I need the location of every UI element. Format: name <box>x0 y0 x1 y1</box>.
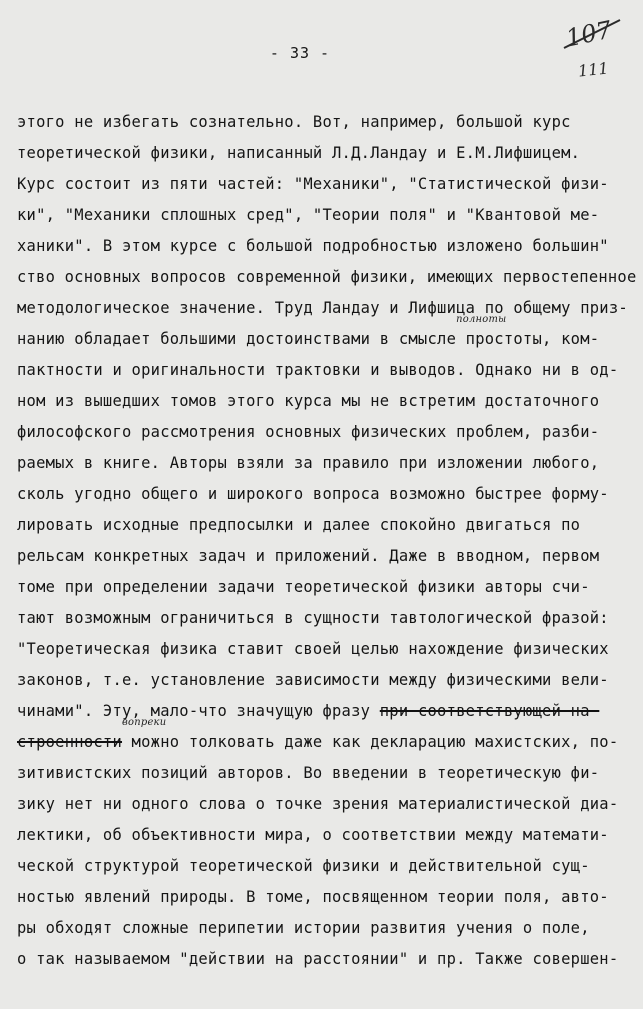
line-text: "Теоретическая физика ставит своей целью нахождение физических <box>17 640 609 658</box>
text-line <box>17 479 637 510</box>
text-line <box>17 758 637 789</box>
typed-text-body <box>17 107 643 975</box>
line-text: законов, т.е. установление зависимости между физическими вели- <box>17 671 609 689</box>
text-line <box>17 696 637 727</box>
line-text-after: можно толковать даже как декларацию махистских, по- <box>122 733 619 751</box>
line-text: ство основных вопросов современной физики, имеющих первостепенное <box>17 268 637 286</box>
line-text: раемых в книге. Авторы взяли за правило при изложении любого, <box>17 454 600 472</box>
handwritten-insertion-text: полноты <box>456 314 507 325</box>
line-text: нанию обладает большими достоинствами в смысле <box>17 330 457 348</box>
text-line <box>17 665 637 696</box>
struck-text: при соответствующей на- <box>379 702 600 720</box>
page-number: - 33 - <box>269 44 331 62</box>
text-line <box>17 293 637 324</box>
line-text: тают возможным ограничиться в сущности тавтологической фразой: <box>17 609 609 627</box>
text-line <box>17 572 637 603</box>
line-text: ки", "Механики сплошных сред", "Теории поля" и "Квантовой ме- <box>17 206 600 224</box>
text-line <box>17 944 637 975</box>
text-line <box>17 138 637 169</box>
text-line <box>17 169 637 200</box>
line-text: лировать исходные предпосылки и далее спокойно двигаться по <box>17 516 581 534</box>
text-line <box>17 882 637 913</box>
text-line <box>17 314 637 355</box>
text-line <box>17 717 637 758</box>
text-line <box>17 448 637 479</box>
line-text: рельсам конкретных задач и приложений. Даже в вводном, первом <box>17 547 600 565</box>
line-text: Курс состоит из пяти частей: "Механики", "Статистической физи- <box>17 175 609 193</box>
text-line <box>17 913 637 944</box>
line-text: теоретической физики, написанный Л.Д.Ландау и Е.М.Лифшицем. <box>17 144 581 162</box>
line-text: пактности и оригинальности трактовки и выводов. Однако ни в од- <box>17 361 619 379</box>
text-line <box>17 634 637 665</box>
line-text: зитивистских позиций авторов. Во введении в теоретическую фи- <box>17 764 600 782</box>
struck-text: строенности <box>17 733 123 751</box>
line-text: зику нет ни одного слова о точке зрения материалистической диа- <box>17 795 619 813</box>
archive-mark-bottom: 111 <box>577 58 610 81</box>
line-text: ческой структурой теоретической физики и действительной сущ- <box>17 857 590 875</box>
handwritten-insertion-text: вопреки <box>122 717 167 728</box>
line-text: ханики". В этом курсе с большой подробностью изложено большин" <box>17 237 609 255</box>
line-text: сколь угодно общего и широкого вопроса возможно быстрее форму- <box>17 485 609 503</box>
line-text: ном из вышедших томов этого курса мы не встретим достаточного <box>17 392 600 410</box>
line-text: лектики, об объективности мира, о соответствии между математи- <box>17 826 609 844</box>
line-text: ностью явлений природы. В томе, посвященном теории поля, авто- <box>17 888 609 906</box>
line-text: философского рассмотрения основных физических проблем, разби- <box>17 423 600 441</box>
text-line <box>17 789 637 820</box>
text-line <box>17 541 637 572</box>
text-line <box>17 231 637 262</box>
text-line <box>17 510 637 541</box>
text-line <box>17 417 637 448</box>
line-text: о так называемом "действии на расстоянии" и пр. Также совершен- <box>17 950 619 968</box>
line-text: ры обходят сложные перипетии истории развития учения о поле, <box>17 919 590 937</box>
text-line <box>17 200 637 231</box>
line-text: чинами". Эту, мало-что значущую фразу <box>17 702 380 720</box>
text-line <box>17 851 637 882</box>
text-line <box>17 820 637 851</box>
text-line <box>17 355 637 386</box>
line-text: томе при определении задачи теоретической физики авторы счи- <box>17 578 590 596</box>
line-text: методологическое значение. Труд Ландау и Лифшица по общему приз- <box>17 299 628 317</box>
text-line <box>17 603 637 634</box>
text-line <box>17 386 637 417</box>
text-line <box>17 262 636 293</box>
line-text-after: простоты, ком- <box>456 330 600 348</box>
text-line <box>17 107 637 138</box>
archive-mark-top: 107 <box>563 15 615 53</box>
line-text: этого не избегать сознательно. Вот, например, большой курс <box>17 113 571 131</box>
